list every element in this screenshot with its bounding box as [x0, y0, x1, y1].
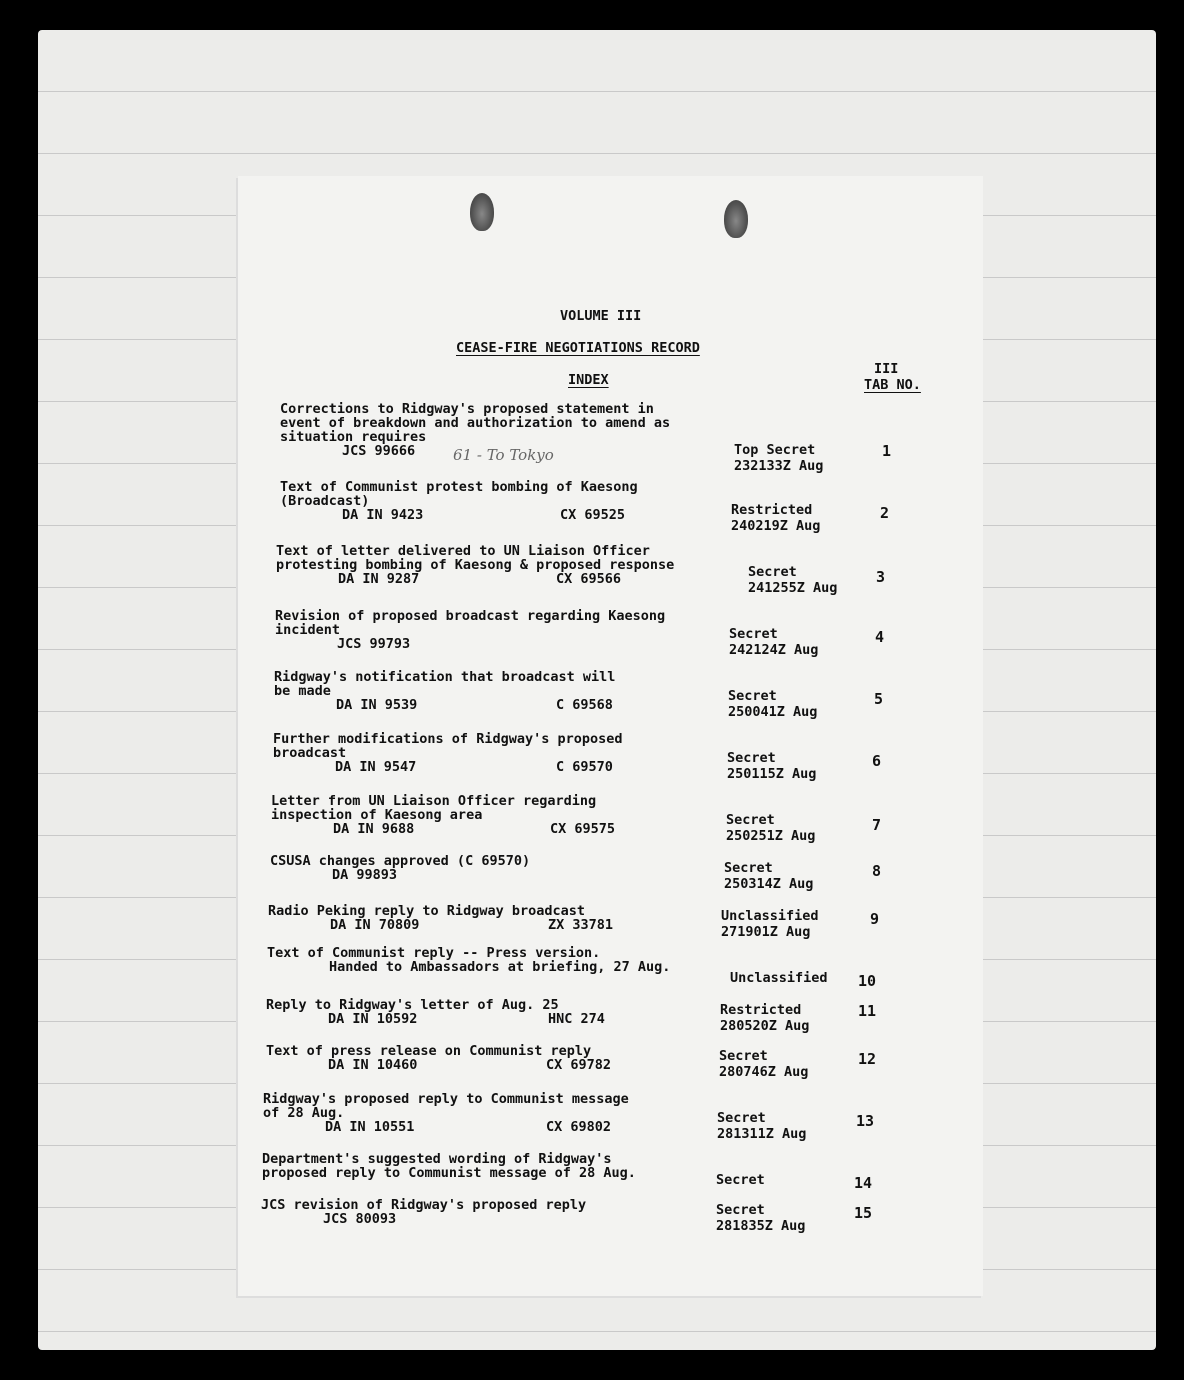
- tab-column-volume: III: [874, 361, 899, 377]
- entry-description: Text of Communist reply -- Press version.: [267, 945, 601, 961]
- classification: [729, 626, 818, 658]
- entry-reference: DA IN 9539: [336, 697, 418, 713]
- entry-reference: DA IN 9423: [342, 507, 424, 523]
- tab-number: 15: [854, 1204, 873, 1222]
- classification: [721, 908, 819, 940]
- classification: [726, 812, 815, 844]
- date-time-group: 250314Z Aug: [724, 876, 814, 892]
- classification-level: Secret: [716, 1172, 765, 1188]
- classification-level: Secret: [748, 564, 797, 580]
- classification-level: Secret: [719, 1048, 768, 1064]
- classification: [720, 1002, 809, 1034]
- classification: [717, 1110, 806, 1142]
- entry-description: JCS revision of Ridgway's proposed reply: [261, 1197, 587, 1213]
- date-time-group: 280746Z Aug: [719, 1064, 809, 1080]
- entry-description: Revision of proposed broadcast regarding Kaesong incident: [275, 608, 666, 638]
- entry-description: Ridgway's notification that broadcast will be made: [274, 669, 616, 699]
- entry-description: Radio Peking reply to Ridgway broadcast: [268, 903, 585, 919]
- date-time-group: 232133Z Aug: [734, 458, 824, 474]
- classification: [731, 502, 820, 534]
- entry-cable-reference: HNC 274: [548, 1011, 605, 1027]
- classification: [728, 688, 817, 720]
- date-time-group: 250041Z Aug: [728, 704, 818, 720]
- date-time-group: 281311Z Aug: [717, 1126, 807, 1142]
- entry-reference: DA IN 10592: [328, 1011, 418, 1027]
- index-entry: [280, 402, 670, 458]
- tab-number: 3: [876, 568, 886, 586]
- entry-description: CSUSA changes approved (C 69570): [270, 853, 531, 869]
- entry-description: Text of letter delivered to UN Liaison Officer protesting bombing of Kaesong & proposed response: [276, 543, 675, 573]
- tab-number: 12: [858, 1050, 877, 1068]
- classification-level: Secret: [727, 750, 776, 766]
- entry-description: Reply to Ridgway's letter of Aug. 25: [266, 997, 559, 1013]
- index-entry: [280, 480, 638, 522]
- tab-number: 4: [875, 628, 885, 646]
- entry-cable-reference: C 69568: [556, 697, 613, 713]
- index-heading: INDEX: [568, 372, 609, 388]
- entry-reference: Handed to Ambassadors at briefing, 27 Aug.: [329, 959, 671, 975]
- classification-level: Secret: [729, 626, 778, 642]
- tab-number: 13: [856, 1112, 875, 1130]
- entry-cable-reference: CX 69802: [546, 1119, 612, 1135]
- entry-description: Corrections to Ridgway's proposed statement in event of breakdown and authorization to amend as situation requires: [280, 401, 671, 445]
- classification-level: Secret: [726, 812, 775, 828]
- classification-level: Unclassified: [721, 908, 819, 924]
- date-time-group: 271901Z Aug: [721, 924, 811, 940]
- tab-number: 2: [880, 504, 890, 522]
- classification: [719, 1048, 808, 1080]
- entry-description: Text of press release on Communist reply: [266, 1043, 592, 1059]
- classification: [734, 442, 823, 474]
- tab-number: 10: [858, 972, 877, 990]
- classification: [716, 1172, 765, 1188]
- entry-reference: JCS 99666: [342, 443, 416, 459]
- entry-cable-reference: CX 69525: [560, 507, 626, 523]
- index-entry: [268, 903, 614, 933]
- entry-reference: DA IN 10460: [328, 1057, 418, 1073]
- index-entry: [262, 1152, 636, 1180]
- entry-reference: DA IN 10551: [325, 1119, 415, 1135]
- entry-reference: DA IN 70809: [330, 917, 420, 933]
- classification-level: Secret: [717, 1110, 766, 1126]
- date-time-group: 241255Z Aug: [748, 580, 838, 596]
- index-entry: [266, 1043, 612, 1073]
- date-time-group: 240219Z Aug: [731, 518, 821, 534]
- entry-reference: DA IN 9547: [335, 759, 417, 775]
- date-time-group: 280520Z Aug: [720, 1018, 810, 1034]
- entry-reference: JCS 80093: [323, 1211, 397, 1227]
- tab-number: 7: [872, 816, 882, 834]
- entry-cable-reference: C 69570: [556, 759, 613, 775]
- record-title: CEASE-FIRE NEGOTIATIONS RECORD: [456, 340, 700, 356]
- index-entry: [273, 732, 623, 774]
- index-entry: [266, 997, 605, 1027]
- tab-number: 5: [874, 690, 884, 708]
- tab-number: 6: [872, 752, 882, 770]
- tab-number: 11: [858, 1002, 877, 1020]
- classification-level: Secret: [724, 860, 773, 876]
- index-entry: [271, 793, 616, 837]
- classification-level: Restricted: [720, 1002, 802, 1018]
- tab-number: 1: [882, 442, 892, 460]
- entry-description: Ridgway's proposed reply to Communist message of 28 Aug.: [263, 1091, 629, 1121]
- entry-cable-reference: CX 69575: [550, 821, 616, 837]
- date-time-group: 242124Z Aug: [729, 642, 819, 658]
- classification-level: Unclassified: [730, 970, 828, 986]
- index-entry: [263, 1092, 629, 1134]
- punch-hole: [724, 200, 748, 238]
- classification: [748, 564, 837, 596]
- entry-reference: DA 99893: [332, 867, 398, 883]
- classification: [727, 750, 816, 782]
- date-time-group: 250115Z Aug: [727, 766, 817, 782]
- tab-number: 8: [872, 862, 882, 880]
- classification: [730, 970, 828, 986]
- entry-description: Department's suggested wording of Ridgway's proposed reply to Communist message of 28 Aug.: [262, 1151, 636, 1181]
- volume-title: VOLUME III: [560, 308, 642, 324]
- date-time-group: 281835Z Aug: [716, 1218, 806, 1234]
- index-entry: [276, 544, 674, 586]
- classification-level: Secret: [728, 688, 777, 704]
- entry-description: Text of Communist protest bombing of Kaesong (Broadcast): [280, 479, 638, 509]
- entry-cable-reference: CX 69782: [546, 1057, 612, 1073]
- entry-reference: JCS 99793: [337, 636, 411, 652]
- index-entry: [275, 609, 665, 651]
- punch-hole: [470, 193, 494, 231]
- tab-column-heading: TAB NO.: [864, 377, 921, 393]
- tab-number: 14: [854, 1174, 873, 1192]
- index-entry: [270, 854, 530, 882]
- entry-cable-reference: ZX 33781: [548, 917, 614, 933]
- entry-reference: DA IN 9287: [338, 571, 420, 587]
- classification-level: Restricted: [731, 502, 813, 518]
- classification: [724, 860, 813, 892]
- index-entry: [267, 946, 670, 974]
- handwritten-note: 61 - To Tokyo: [453, 446, 554, 464]
- classification-level: Secret: [716, 1202, 765, 1218]
- classification: [716, 1202, 805, 1234]
- entry-reference: DA IN 9688: [333, 821, 415, 837]
- document-page: [238, 176, 983, 1296]
- entry-cable-reference: CX 69566: [556, 571, 622, 587]
- entry-description: Letter from UN Liaison Officer regarding inspection of Kaesong area: [271, 793, 597, 823]
- entry-description: Further modifications of Ridgway's proposed broadcast: [273, 731, 623, 761]
- tab-number: 9: [870, 910, 880, 928]
- date-time-group: 250251Z Aug: [726, 828, 816, 844]
- index-entry: [274, 670, 615, 712]
- classification-level: Top Secret: [734, 442, 816, 458]
- index-entry: [261, 1198, 586, 1226]
